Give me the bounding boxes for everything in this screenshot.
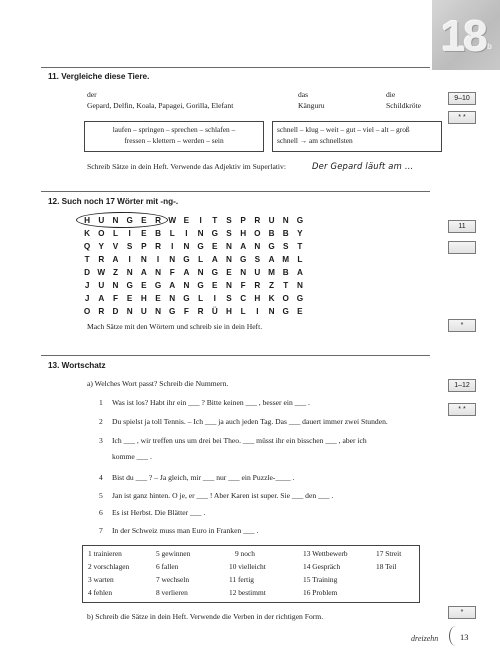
sentence-text: komme ___ . bbox=[112, 452, 152, 461]
grid-letter: L bbox=[240, 307, 246, 316]
grid-letter: N bbox=[183, 281, 190, 290]
ex13-level-a-box: * * bbox=[448, 403, 476, 416]
grid-letter: T bbox=[84, 255, 90, 264]
grid-letter: E bbox=[155, 294, 161, 303]
grid-row bbox=[80, 294, 307, 303]
grid-letter: S bbox=[226, 229, 232, 238]
grid-letter: B bbox=[282, 229, 289, 238]
word-bank-item: 16 Problem bbox=[303, 588, 338, 597]
sentence-text: Jan ist ganz hinten. O je, er ___ ! Aber Karen ist super. Sie ___ den ___ . bbox=[112, 491, 334, 500]
ex13-range-box: 1–12 bbox=[448, 379, 476, 392]
hunger-circle bbox=[76, 212, 168, 228]
sentence-number: 3 bbox=[99, 436, 103, 445]
grid-letter: L bbox=[169, 229, 175, 238]
grid-letter: L bbox=[198, 294, 204, 303]
grid-letter: U bbox=[98, 281, 105, 290]
sentence-number: 2 bbox=[99, 417, 103, 426]
ex12-level-box: * bbox=[448, 319, 476, 332]
grid-letter: N bbox=[140, 255, 147, 264]
grid-letter: Y bbox=[98, 242, 105, 251]
grid-row bbox=[80, 255, 307, 264]
grid-letter: E bbox=[212, 281, 218, 290]
grid-letter: G bbox=[154, 281, 162, 290]
grid-letter: G bbox=[282, 307, 289, 316]
grid-letter: G bbox=[126, 216, 133, 225]
ex11-adjectives-line1: schnell – klug – weit – gut – viel – alt – groß bbox=[277, 125, 410, 134]
word-bank-item: 2 vorschlagen bbox=[88, 562, 130, 571]
grid-letter: J bbox=[84, 281, 90, 290]
sentence-number: 4 bbox=[99, 473, 103, 482]
grid-letter: H bbox=[240, 229, 247, 238]
ex13-part-a: a) Welches Wort passt? Schreib die Nummern. bbox=[87, 379, 229, 388]
word-bank-item: 9 noch bbox=[235, 549, 255, 558]
grid-letter: V bbox=[112, 242, 119, 251]
grid-row bbox=[80, 268, 307, 277]
grid-letter: G bbox=[268, 242, 275, 251]
grid-letter: B bbox=[268, 229, 275, 238]
sentence-text: Bist du ___ ? – Ja gleich, mir ___ nur ___ ein Puzzle-____ . bbox=[112, 473, 295, 482]
grid-letter: G bbox=[211, 229, 218, 238]
grid-letter: A bbox=[98, 294, 105, 303]
word-bank-item: 13 Wettbewerb bbox=[303, 549, 348, 558]
grid-letter: G bbox=[197, 281, 204, 290]
grid-letter: R bbox=[155, 216, 161, 225]
ex11-das-animal: Känguru bbox=[298, 101, 325, 110]
grid-letter: E bbox=[141, 216, 147, 225]
grid-letter: G bbox=[296, 216, 304, 225]
ex13-level-b-box: * bbox=[448, 606, 476, 619]
grid-letter: I bbox=[199, 216, 202, 225]
chapter-suffix: b bbox=[487, 42, 492, 51]
word-bank-item: 5 gewinnen bbox=[156, 549, 191, 558]
ex11-verb-box bbox=[84, 121, 264, 152]
sentence-number: 7 bbox=[99, 526, 103, 535]
grid-letter: Ü bbox=[211, 307, 218, 316]
sentence-number: 1 bbox=[99, 398, 103, 407]
grid-letter: S bbox=[254, 255, 261, 264]
grid-row bbox=[80, 229, 307, 238]
grid-letter: E bbox=[141, 229, 147, 238]
grid-letter: G bbox=[211, 268, 218, 277]
grid-letter: B bbox=[282, 268, 289, 277]
grid-letter: N bbox=[155, 268, 161, 277]
grid-letter: I bbox=[128, 229, 131, 238]
grid-letter: N bbox=[169, 255, 176, 264]
grid-letter: G bbox=[197, 242, 204, 251]
grid-letter: K bbox=[268, 294, 275, 303]
grid-letter: N bbox=[126, 307, 133, 316]
divider bbox=[41, 67, 430, 68]
word-bank-item: 7 wechseln bbox=[156, 575, 190, 584]
grid-letter: I bbox=[185, 229, 188, 238]
grid-letter: L bbox=[297, 255, 303, 264]
ex11-adjectives-line2: schnell → am schnellsten bbox=[277, 136, 353, 145]
sentence-text: In der Schweiz muss man Euro in Franken ___ . bbox=[112, 526, 259, 535]
grid-letter: E bbox=[126, 294, 133, 303]
grid-letter: O bbox=[83, 307, 91, 316]
grid-letter: R bbox=[254, 281, 261, 290]
chapter-number: 18 bbox=[441, 12, 486, 61]
grid-letter: G bbox=[183, 255, 190, 264]
grid-letter: A bbox=[112, 255, 119, 264]
grid-letter: Z bbox=[269, 281, 275, 290]
grid-letter: N bbox=[197, 229, 204, 238]
ex11-verbs-line1: laufen – springen – sprechen – schlafen – bbox=[112, 125, 236, 134]
grid-letter: D bbox=[112, 307, 119, 316]
grid-letter: N bbox=[112, 281, 119, 290]
grid-letter: M bbox=[282, 255, 290, 264]
grid-letter: A bbox=[183, 268, 190, 277]
grid-letter: S bbox=[126, 242, 133, 251]
word-bank-item: 3 warten bbox=[88, 575, 114, 584]
grid-letter: A bbox=[268, 255, 275, 264]
grid-letter: F bbox=[183, 307, 189, 316]
ex11-adjective-box bbox=[272, 121, 442, 152]
grid-letter: A bbox=[211, 255, 218, 264]
grid-letter: O bbox=[98, 229, 105, 238]
grid-letter: A bbox=[296, 268, 303, 277]
grid-letter: R bbox=[155, 242, 161, 251]
grid-letter: T bbox=[283, 281, 289, 290]
grid-letter: D bbox=[84, 268, 91, 277]
grid-letter: R bbox=[98, 255, 105, 264]
word-bank-item: 1 trainieren bbox=[88, 549, 122, 558]
grid-letter: H bbox=[254, 294, 261, 303]
ex11-title: 11. Vergleiche diese Tiere. bbox=[48, 72, 150, 81]
grid-row bbox=[80, 242, 307, 251]
grid-letter: I bbox=[156, 255, 160, 264]
grid-letter: N bbox=[112, 216, 119, 225]
ex11-level-box: * * bbox=[448, 111, 476, 124]
grid-letter: P bbox=[240, 216, 246, 225]
grid-letter: R bbox=[254, 216, 261, 225]
grid-letter: M bbox=[268, 268, 275, 277]
word-bank-item: 14 Gespräch bbox=[303, 562, 341, 571]
grid-letter: N bbox=[155, 307, 161, 316]
sentence-text: Ich ___ , wir treffen uns um drei bei Theo. ___ müsst ihr ein bisschen ___ , aber ich bbox=[112, 436, 367, 445]
grid-letter: U bbox=[268, 216, 275, 225]
grid-row bbox=[80, 307, 307, 316]
ex11-instruction: Schreib Sätze in dein Heft. Verwende das Adjektiv im Superlativ: bbox=[87, 162, 286, 171]
word-bank-item: 6 fallen bbox=[156, 562, 179, 571]
word-bank-item: 12 bestimmt bbox=[229, 588, 266, 597]
word-bank bbox=[82, 545, 420, 603]
sentence-text: Was ist los? Habt ihr ein ___ ? Bitte keinen ___ , besser ein ___ . bbox=[112, 398, 310, 407]
grid-letter: P bbox=[141, 242, 147, 251]
grid-letter: I bbox=[171, 242, 174, 251]
grid-letter: Z bbox=[112, 268, 118, 277]
grid-letter: R bbox=[197, 307, 204, 316]
ex11-col-das: das bbox=[298, 90, 309, 99]
ex11-range-box: 9–10 bbox=[448, 92, 476, 105]
grid-letter: N bbox=[268, 307, 275, 316]
ex12-instruction: Mach Sätze mit den Wörtern und schreib sie in dein Heft. bbox=[87, 322, 263, 331]
grid-letter: N bbox=[183, 242, 190, 251]
ex12-title: 12. Such noch 17 Wörter mit -ng-. bbox=[48, 197, 179, 206]
grid-letter: I bbox=[213, 294, 216, 303]
ex13-part-b: b) Schreib die Sätze in dein Heft. Verwende die Verben in der richtigen Form. bbox=[87, 612, 324, 621]
sentence-text: Du spielst ja toll Tennis. – Ich ___ ja auch jeden Tag. Das ___ dauert immer zwei Stunden. bbox=[112, 417, 388, 426]
grid-letter: N bbox=[296, 281, 303, 290]
grid-letter: N bbox=[226, 281, 232, 290]
grid-letter: W bbox=[97, 268, 106, 277]
grid-letter: N bbox=[254, 242, 261, 251]
grid-letter: H bbox=[140, 294, 147, 303]
grid-letter: L bbox=[112, 229, 118, 238]
grid-letter: A bbox=[169, 281, 176, 290]
divider bbox=[41, 191, 430, 192]
ex13-title: 13. Wortschatz bbox=[48, 361, 106, 370]
grid-letter: F bbox=[240, 281, 246, 290]
grid-letter: E bbox=[226, 268, 232, 277]
grid-letter: L bbox=[198, 255, 204, 264]
grid-letter: G bbox=[126, 281, 133, 290]
grid-letter: G bbox=[169, 307, 176, 316]
grid-letter: S bbox=[282, 242, 289, 251]
grid-letter: F bbox=[169, 268, 175, 277]
page-number: 13 bbox=[460, 633, 469, 642]
grid-letter: A bbox=[140, 268, 147, 277]
ex11-verbs-line2: fressen – klettern – werden – sein bbox=[124, 136, 224, 145]
grid-letter: N bbox=[197, 268, 204, 277]
grid-letter: C bbox=[240, 294, 247, 303]
grid-letter: Y bbox=[297, 229, 303, 238]
ex11-example: Der Gepard läuft am … bbox=[312, 161, 414, 171]
grid-letter: N bbox=[226, 242, 232, 251]
grid-letter: A bbox=[240, 242, 247, 251]
grid-letter: T bbox=[212, 216, 218, 225]
grid-letter: B bbox=[155, 229, 161, 238]
word-bank-item: 4 fehlen bbox=[88, 588, 113, 597]
grid-letter: U bbox=[98, 216, 105, 225]
grid-letter: T bbox=[297, 242, 303, 251]
grid-letter: Q bbox=[83, 242, 91, 251]
grid-letter: I bbox=[256, 307, 259, 316]
grid-letter: I bbox=[128, 255, 131, 264]
word-bank-item: 17 Streit bbox=[376, 549, 402, 558]
sentence-number: 6 bbox=[99, 508, 103, 517]
sentence-text: Es ist Herbst. Die Blätter ___ . bbox=[112, 508, 206, 517]
grid-letter: U bbox=[140, 307, 147, 316]
ex11-col-der: der bbox=[87, 90, 97, 99]
grid-letter: W bbox=[168, 216, 177, 225]
grid-letter: G bbox=[296, 294, 304, 303]
grid-letter: N bbox=[282, 216, 289, 225]
ex11-die-animal: Schildkröte bbox=[386, 101, 422, 110]
grid-letter: G bbox=[239, 255, 247, 264]
grid-row bbox=[80, 281, 307, 290]
grid-letter: J bbox=[84, 294, 90, 303]
grid-letter: E bbox=[141, 281, 147, 290]
grid-letter: O bbox=[282, 294, 289, 303]
ex11-der-animals: Gepard, Delfin, Koala, Papagei, Gorilla, Elefant bbox=[87, 101, 234, 110]
word-bank-item: 8 verlieren bbox=[156, 588, 188, 597]
grid-letter: E bbox=[183, 216, 190, 225]
word-bank-item: 10 vielleicht bbox=[229, 562, 266, 571]
grid-letter: N bbox=[126, 268, 133, 277]
divider bbox=[41, 355, 430, 356]
grid-letter: G bbox=[183, 294, 190, 303]
grid-letter: O bbox=[254, 229, 261, 238]
grid-letter: K bbox=[84, 229, 91, 238]
grid-letter: H bbox=[84, 216, 91, 225]
footer-page-word: dreizehn bbox=[411, 634, 439, 643]
grid-letter: E bbox=[212, 242, 218, 251]
ex12-count-box: 11 bbox=[448, 220, 476, 233]
grid-letter: N bbox=[226, 255, 232, 264]
grid-letter: U bbox=[254, 268, 261, 277]
ex12-blank-box bbox=[448, 241, 476, 254]
word-bank-item: 18 Teil bbox=[376, 562, 397, 571]
grid-letter: N bbox=[169, 294, 176, 303]
grid-letter: S bbox=[226, 294, 232, 303]
ex11-col-die: die bbox=[386, 90, 396, 99]
word-bank-item: 11 fertig bbox=[229, 575, 254, 584]
grid-letter: F bbox=[112, 294, 118, 303]
grid-letter: R bbox=[98, 307, 105, 316]
grid-letter: S bbox=[226, 216, 232, 225]
sentence-number: 5 bbox=[99, 491, 103, 500]
word-bank-item: 15 Training bbox=[303, 575, 338, 584]
grid-letter: H bbox=[226, 307, 232, 316]
grid-letter: N bbox=[240, 268, 247, 277]
grid-letter: E bbox=[297, 307, 303, 316]
